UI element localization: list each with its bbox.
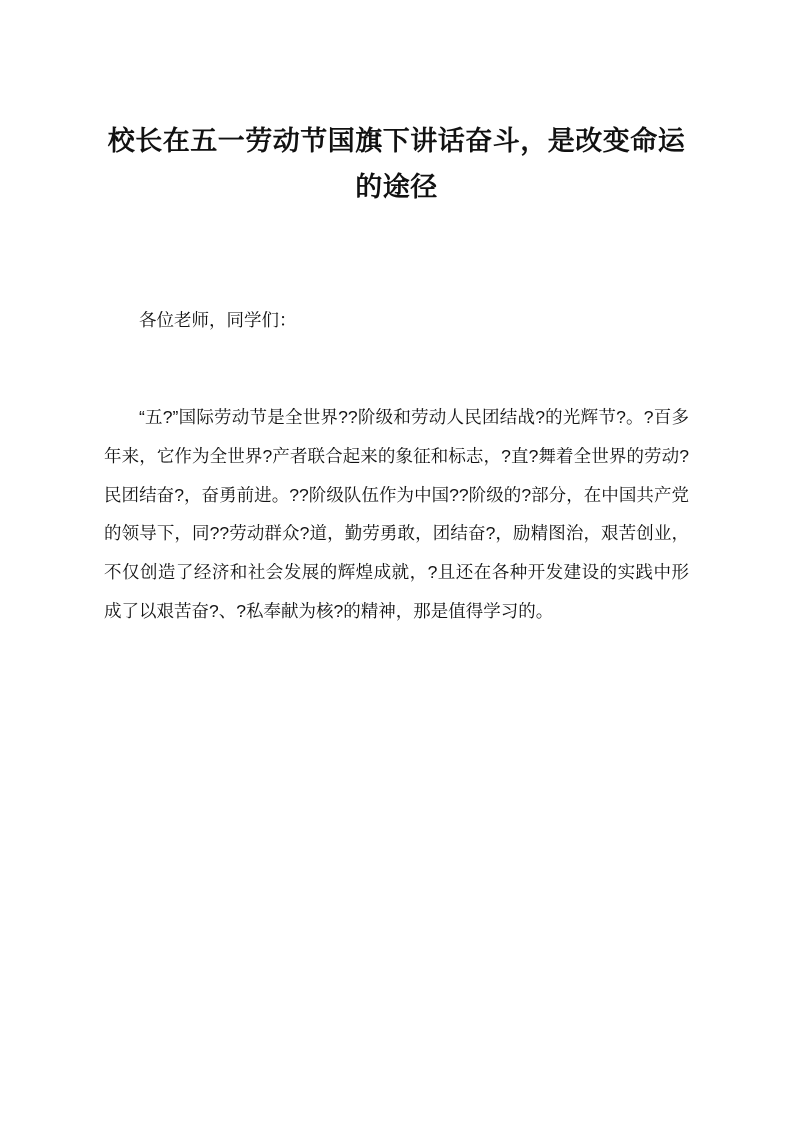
document-body bbox=[104, 118, 689, 631]
body-paragraph-1: “五?”国际劳动节是全世界??阶级和劳动人民团结战?的光辉节?。?百多年来，它作为全世界?产者联合起来的象征和标志，?直?舞着全世界的劳动?民团结奋?，奋勇前进。??阶级队伍作为中国??阶级的?部分，在中国共产党的领导下，同??劳动群众?道，勤劳勇敢，团结奋?，励精图治，艰苦创业，不仅创造了经济和社会发展的辉煌成就，?且还在各种开发建设的实践中形成了以艰苦奋?、?私奉献为核?的精神，那是值得学习的。 bbox=[104, 406, 689, 622]
salutation-spacer bbox=[104, 338, 689, 398]
title-spacer bbox=[104, 211, 689, 303]
page-title: 校长在五一劳动节国旗下讲话奋斗，是改变命运的途径 bbox=[107, 126, 686, 203]
salutation-line: 各位老师，同学们： bbox=[139, 309, 297, 330]
